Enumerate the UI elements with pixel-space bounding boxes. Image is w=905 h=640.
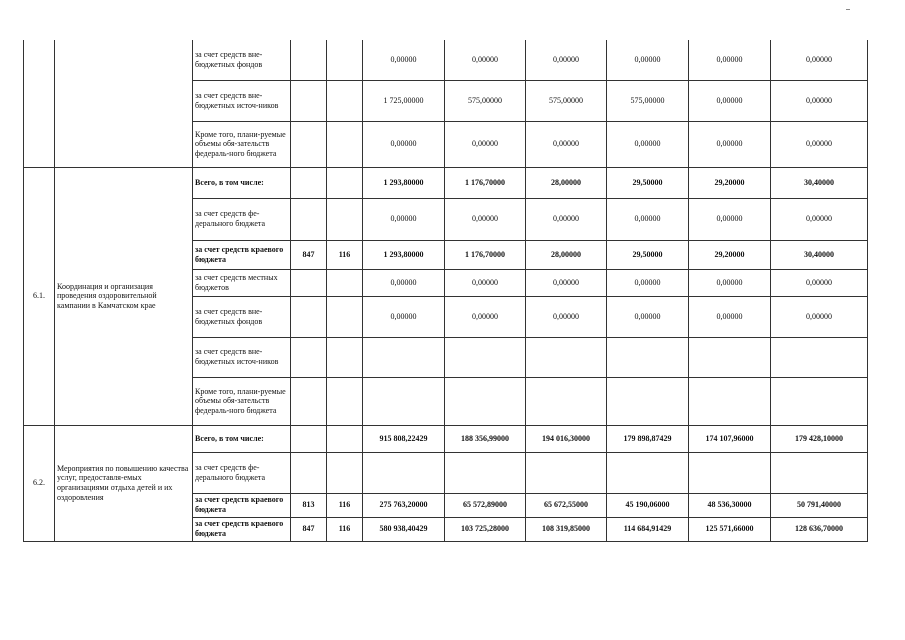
- value-cell: 1 176,70000: [445, 167, 526, 198]
- value-cell: 0,00000: [445, 269, 526, 296]
- kbk-section-cell: [327, 337, 363, 377]
- funding-source-cell: за счет средств фе-дерального бюджета: [193, 198, 291, 240]
- value-cell: 28,00000: [526, 240, 607, 269]
- value-cell: 575,00000: [445, 80, 526, 121]
- value-cell: [689, 377, 771, 425]
- value-total-cell: [363, 337, 445, 377]
- value-cell: 0,00000: [771, 198, 868, 240]
- kbk-ministry-cell: 847: [291, 240, 327, 269]
- kbk-ministry-cell: [291, 296, 327, 337]
- value-cell: 128 636,70000: [771, 517, 868, 541]
- kbk-ministry-cell: [291, 269, 327, 296]
- funding-source-cell: Кроме того, плани-руемые объемы обя-зательств федераль-ного бюджета: [193, 377, 291, 425]
- name-cell-empty: [55, 40, 193, 167]
- value-cell: 50 791,40000: [771, 493, 868, 517]
- value-cell: [607, 377, 689, 425]
- value-total-cell: 0,00000: [363, 121, 445, 167]
- value-cell: 45 190,06000: [607, 493, 689, 517]
- value-total-cell: 0,00000: [363, 40, 445, 80]
- value-cell: 0,00000: [771, 121, 868, 167]
- value-cell: 29,50000: [607, 167, 689, 198]
- value-cell: 194 016,30000: [526, 425, 607, 452]
- value-cell: 0,00000: [771, 40, 868, 80]
- funding-source-cell: за счет средств фе-дерального бюджета: [193, 452, 291, 493]
- value-cell: 0,00000: [445, 296, 526, 337]
- value-cell: 65 572,89000: [445, 493, 526, 517]
- kbk-ministry-cell: [291, 425, 327, 452]
- funding-source-cell: за счет средств вне-бюджетных источ-ников: [193, 337, 291, 377]
- value-cell: 29,20000: [689, 167, 771, 198]
- value-cell: 0,00000: [689, 121, 771, 167]
- kbk-ministry-cell: [291, 337, 327, 377]
- value-cell: [689, 337, 771, 377]
- value-cell: 0,00000: [445, 198, 526, 240]
- value-cell: 0,00000: [445, 121, 526, 167]
- item-index: 6.2.: [24, 425, 55, 541]
- value-cell: 0,00000: [689, 40, 771, 80]
- kbk-section-cell: [327, 452, 363, 493]
- value-cell: 0,00000: [445, 40, 526, 80]
- kbk-ministry-cell: 813: [291, 493, 327, 517]
- value-cell: 179 898,87429: [607, 425, 689, 452]
- value-cell: [445, 337, 526, 377]
- value-total-cell: 1 293,80000: [363, 240, 445, 269]
- funding-source-cell: за счет средств вне-бюджетных фондов: [193, 296, 291, 337]
- kbk-section-cell: 116: [327, 493, 363, 517]
- value-cell: 0,00000: [771, 296, 868, 337]
- value-cell: 114 684,91429: [607, 517, 689, 541]
- value-cell: [607, 337, 689, 377]
- value-cell: 0,00000: [526, 40, 607, 80]
- kbk-ministry-cell: [291, 121, 327, 167]
- value-cell: 103 725,28000: [445, 517, 526, 541]
- value-total-cell: 1 725,00000: [363, 80, 445, 121]
- value-cell: [526, 377, 607, 425]
- kbk-section-cell: [327, 377, 363, 425]
- kbk-ministry-cell: [291, 40, 327, 80]
- scan-mark: [846, 9, 850, 10]
- item-name: Координация и организация проведения оздоровительной кампании в Камчатском крае: [55, 167, 193, 425]
- value-cell: [771, 337, 868, 377]
- funding-source-cell: за счет средств вне-бюджетных фондов: [193, 40, 291, 80]
- index-cell-empty: [24, 40, 55, 167]
- value-cell: 174 107,96000: [689, 425, 771, 452]
- value-cell: [445, 377, 526, 425]
- value-cell: 575,00000: [526, 80, 607, 121]
- value-total-cell: 580 938,40429: [363, 517, 445, 541]
- kbk-section-cell: [327, 425, 363, 452]
- funding-source-cell: за счет средств вне-бюджетных источ-ников: [193, 80, 291, 121]
- kbk-section-cell: 116: [327, 240, 363, 269]
- table-row: [24, 40, 868, 80]
- value-cell: 65 672,55000: [526, 493, 607, 517]
- kbk-ministry-cell: [291, 377, 327, 425]
- value-cell: [771, 377, 868, 425]
- value-cell: [445, 452, 526, 493]
- value-cell: 29,50000: [607, 240, 689, 269]
- value-total-cell: [363, 377, 445, 425]
- value-cell: 0,00000: [771, 80, 868, 121]
- table-row: [24, 425, 868, 452]
- value-total-cell: [363, 452, 445, 493]
- value-cell: 0,00000: [526, 269, 607, 296]
- funding-source-cell: за счет средств краевого бюджета: [193, 517, 291, 541]
- value-cell: 30,40000: [771, 240, 868, 269]
- kbk-section-cell: [327, 198, 363, 240]
- value-cell: 30,40000: [771, 167, 868, 198]
- funding-source-cell: Кроме того, плани-руемые объемы обя-зательств федераль-ного бюджета: [193, 121, 291, 167]
- value-total-cell: 0,00000: [363, 198, 445, 240]
- value-cell: 0,00000: [607, 121, 689, 167]
- funding-source-cell: за счет средств краевого бюджета: [193, 240, 291, 269]
- value-cell: 0,00000: [526, 296, 607, 337]
- value-cell: 125 571,66000: [689, 517, 771, 541]
- kbk-ministry-cell: [291, 167, 327, 198]
- value-cell: 0,00000: [607, 296, 689, 337]
- value-cell: 0,00000: [771, 269, 868, 296]
- value-total-cell: 0,00000: [363, 296, 445, 337]
- kbk-ministry-cell: [291, 452, 327, 493]
- value-cell: 48 536,30000: [689, 493, 771, 517]
- value-cell: 179 428,10000: [771, 425, 868, 452]
- value-cell: 0,00000: [689, 80, 771, 121]
- kbk-section-cell: [327, 121, 363, 167]
- value-cell: 188 356,99000: [445, 425, 526, 452]
- funding-source-cell: Всего, в том числе:: [193, 425, 291, 452]
- value-cell: 28,00000: [526, 167, 607, 198]
- kbk-section-cell: [327, 80, 363, 121]
- value-cell: [771, 452, 868, 493]
- kbk-section-cell: 116: [327, 517, 363, 541]
- value-total-cell: 275 763,20000: [363, 493, 445, 517]
- value-cell: 0,00000: [526, 198, 607, 240]
- value-total-cell: 915 808,22429: [363, 425, 445, 452]
- kbk-ministry-cell: [291, 80, 327, 121]
- value-cell: [526, 452, 607, 493]
- kbk-ministry-cell: 847: [291, 517, 327, 541]
- value-cell: 0,00000: [607, 40, 689, 80]
- value-cell: 29,20000: [689, 240, 771, 269]
- kbk-section-cell: [327, 167, 363, 198]
- value-cell: 0,00000: [689, 296, 771, 337]
- value-cell: 0,00000: [689, 198, 771, 240]
- value-cell: 0,00000: [526, 121, 607, 167]
- value-cell: 1 176,70000: [445, 240, 526, 269]
- kbk-ministry-cell: [291, 198, 327, 240]
- value-cell: 0,00000: [607, 198, 689, 240]
- funding-source-cell: за счет средств местных бюджетов: [193, 269, 291, 296]
- table-row: [24, 167, 868, 198]
- item-index: 6.1.: [24, 167, 55, 425]
- value-cell: [526, 337, 607, 377]
- value-cell: 575,00000: [607, 80, 689, 121]
- value-cell: 0,00000: [689, 269, 771, 296]
- kbk-section-cell: [327, 269, 363, 296]
- value-cell: [689, 452, 771, 493]
- value-cell: 108 319,85000: [526, 517, 607, 541]
- value-total-cell: 0,00000: [363, 269, 445, 296]
- kbk-section-cell: [327, 296, 363, 337]
- value-cell: [607, 452, 689, 493]
- kbk-section-cell: [327, 40, 363, 80]
- value-total-cell: 1 293,80000: [363, 167, 445, 198]
- budget-table: [23, 40, 868, 542]
- value-cell: 0,00000: [607, 269, 689, 296]
- funding-source-cell: за счет средств краевого бюджета: [193, 493, 291, 517]
- item-name: Мероприятия по повышению качества услуг, предоставля-емых организациями отдыха детей и их оздоровления: [55, 425, 193, 541]
- funding-source-cell: Всего, в том числе:: [193, 167, 291, 198]
